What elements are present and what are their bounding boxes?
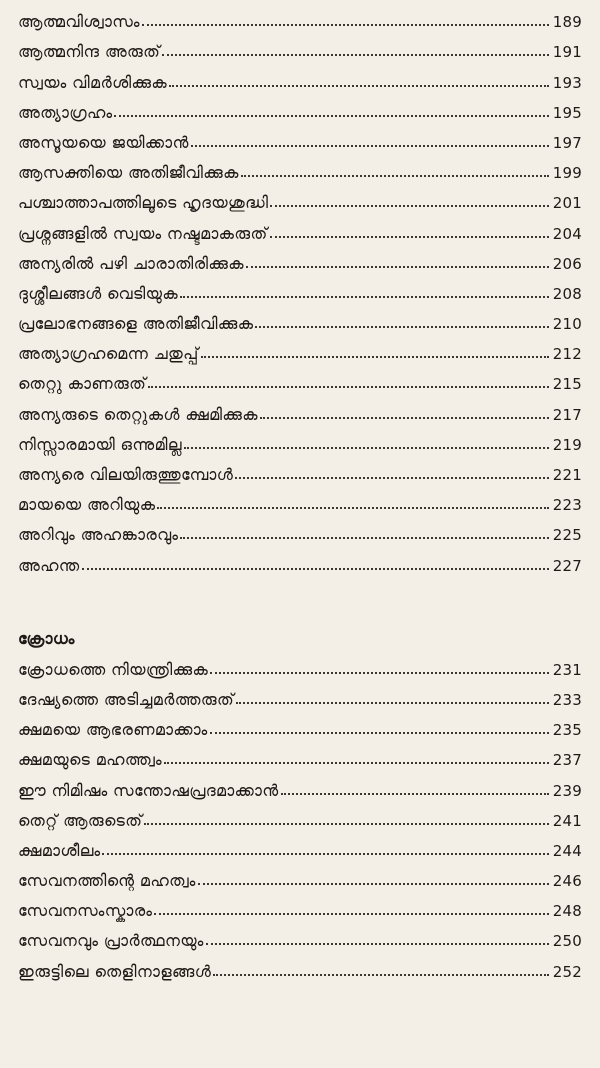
toc-entry-page-number: 241 — [552, 811, 582, 830]
dot-leader — [201, 356, 549, 358]
dot-leader — [270, 205, 548, 207]
toc-entry-page-number: 193 — [552, 73, 582, 92]
dot-leader — [260, 417, 549, 419]
dot-leader — [142, 24, 549, 26]
toc-list — [18, 652, 582, 984]
toc-entry — [18, 246, 582, 276]
toc-entry-page-number: 246 — [552, 872, 582, 891]
dot-leader — [270, 236, 549, 238]
toc-entry — [18, 863, 582, 893]
toc-entry — [18, 4, 582, 34]
toc-entry-page-number: 199 — [552, 164, 582, 183]
toc-entry-title: അന്യരുടെ തെറ്റുകൾ ക്ഷമിക്കുക — [18, 404, 258, 424]
dot-leader — [148, 386, 549, 388]
toc-entry — [18, 772, 582, 802]
toc-entry-title: ഈ നിമിഷം സന്തോഷപ്രദമാക്കാൻ — [18, 780, 279, 800]
toc-entry-title: അസൂയയെ ജയിക്കാൻ — [18, 132, 189, 152]
toc-entry — [18, 833, 582, 863]
dot-leader — [210, 732, 549, 734]
toc-entry-page-number: 250 — [552, 932, 582, 951]
dot-leader — [246, 266, 549, 268]
toc-entry-title: നിസ്സാരമായി ഒന്നുമില്ല — [18, 434, 182, 454]
toc-entry-title: ആസക്തിയെ അതിജീവിക്കുക — [18, 163, 239, 183]
toc-entry-title: അഹന്ത — [18, 555, 80, 575]
dot-leader — [255, 326, 548, 328]
toc-entry-page-number: 217 — [552, 405, 582, 424]
toc-entry-title: പ്രലോഭനങ്ങളെ അതിജീവിക്കുക — [18, 314, 254, 334]
toc-entry-page-number: 219 — [552, 435, 582, 454]
dot-leader — [162, 54, 549, 56]
toc-entry-page-number: 212 — [552, 345, 582, 364]
toc-entry-title: മായയെ അറിയുക — [18, 495, 156, 515]
toc-entry-title: അറിവും അഹങ്കാരവും — [18, 525, 179, 545]
dot-leader — [213, 974, 549, 976]
toc-entry — [18, 803, 582, 833]
toc-entry-page-number: 225 — [552, 526, 582, 545]
dot-leader — [154, 913, 548, 915]
toc-entry-title: ദേഷ്യത്തെ അടിച്ചമർത്തരുത് — [18, 689, 235, 709]
toc-entry-page-number: 237 — [552, 751, 582, 770]
toc-entry — [18, 215, 582, 245]
toc-entry-page-number: 221 — [552, 466, 582, 484]
section-heading: ക്രോധം — [18, 628, 75, 648]
dot-leader — [82, 568, 549, 570]
toc-entry-page-number: 197 — [552, 133, 582, 152]
toc-entry-title: അത്യാഗ്രഹമെന്ന ചതുപ്പ് — [18, 344, 199, 364]
toc-entry-title: അത്യാഗ്രഹം — [18, 102, 113, 122]
toc-entry-page-number: 201 — [552, 194, 582, 213]
dot-leader — [206, 943, 549, 945]
toc-entry-page-number: 195 — [552, 103, 582, 122]
toc-entry-page-number: 206 — [552, 254, 582, 273]
toc-entry-title: സേവനത്തിന്റെ മഹത്വം — [18, 871, 196, 891]
toc-entry-title: ക്ഷമയുടെ മഹത്ത്വം — [18, 750, 162, 770]
toc-entry — [18, 652, 582, 682]
dot-leader — [169, 85, 549, 87]
toc-entry-title: പ്രശ്നങ്ങളിൽ സ്വയം നഷ്ടമാകരുത് — [18, 223, 268, 243]
toc-entry — [18, 396, 582, 426]
toc-entry-page-number: 189 — [552, 13, 582, 32]
toc-entry — [18, 517, 582, 547]
dot-leader — [157, 507, 548, 509]
dot-leader — [236, 702, 549, 704]
toc-entry-title: ഇരുട്ടിലെ തെളിനാളങ്ങൾ — [18, 961, 212, 981]
toc-entry — [18, 64, 582, 94]
dot-leader — [102, 853, 548, 855]
toc-entry-page-number: 235 — [552, 721, 582, 740]
toc-entry-title: അന്യരെ വിലയിരുത്തുമ്പോൾ — [18, 465, 234, 484]
toc-entry — [18, 366, 582, 396]
toc-entry-title: ആത്മവിശ്വാസം — [18, 12, 140, 32]
toc-entry-title: തെറ്റു കാണരുത് — [18, 374, 147, 394]
dot-leader — [180, 296, 549, 298]
toc-entry-title: ആത്മനിന്ദ അരുത് — [18, 42, 161, 62]
toc-entry-title: പശ്ചാത്താപത്തിലൂടെ ഹൃദയശുദ്ധി — [18, 193, 269, 213]
toc-entry-page-number: 239 — [552, 781, 582, 800]
toc-entry — [18, 125, 582, 155]
toc-entry-page-number: 191 — [552, 43, 582, 62]
dot-leader — [281, 793, 549, 795]
toc-entry-page-number: 223 — [552, 496, 582, 515]
toc-entry-title: ക്ഷമയെ ആഭരണമാക്കാം — [18, 720, 208, 740]
toc-entry — [18, 893, 582, 923]
dot-leader — [180, 537, 548, 539]
dot-leader — [184, 447, 549, 449]
toc-entry — [18, 95, 582, 125]
toc-entry — [18, 185, 582, 215]
dot-leader — [164, 762, 549, 764]
toc-entry-page-number: 204 — [552, 224, 582, 243]
toc-entry — [18, 953, 582, 983]
toc-entry-title: സേവനവും പ്രാർത്ഥനയും — [18, 931, 204, 951]
toc-entry-page-number: 252 — [552, 962, 582, 981]
toc-entry-page-number: 227 — [552, 556, 582, 575]
toc-entry-page-number: 244 — [552, 841, 582, 860]
toc-entry — [18, 336, 582, 366]
toc-entry — [18, 682, 582, 712]
toc-entry-page-number: 233 — [552, 690, 582, 709]
toc-entry — [18, 427, 582, 457]
toc-entry-page-number: 210 — [552, 315, 582, 334]
toc-entry — [18, 923, 582, 953]
toc-page — [0, 4, 600, 1068]
toc-entry — [18, 712, 582, 742]
dot-leader — [198, 883, 549, 885]
toc-entry-title: തെറ്റ് ആരുടെത് — [18, 810, 143, 830]
toc-entry — [18, 34, 582, 64]
dot-leader — [235, 477, 549, 479]
dot-leader — [191, 145, 549, 147]
toc-entry-page-number: 231 — [552, 660, 582, 679]
dot-leader — [114, 115, 548, 117]
toc-entry-page-number: 208 — [552, 284, 582, 303]
toc-list — [18, 4, 582, 578]
toc-entry — [18, 487, 582, 517]
toc-entry-title: അന്യരിൽ പഴി ചാരാതിരിക്കുക — [18, 253, 244, 273]
toc-entry-title: ക്രോധത്തെ നിയന്ത്രിക്കുക — [18, 659, 209, 679]
toc-entry-title: ദുശ്ശീലങ്ങൾ വെടിയുക — [18, 283, 178, 303]
toc-entry — [18, 457, 582, 487]
toc-entry — [18, 155, 582, 185]
toc-entry-title: സേവനസംസ്കാരം — [18, 901, 153, 921]
toc-entry-page-number: 215 — [552, 375, 582, 394]
dot-leader — [210, 672, 549, 674]
toc-entry — [18, 547, 582, 577]
toc-entry-title: സ്വയം വിമർശിക്കുക — [18, 72, 168, 92]
toc-entry — [18, 306, 582, 336]
dot-leader — [144, 823, 548, 825]
toc-entry-page-number: 248 — [552, 902, 582, 921]
toc-entry — [18, 276, 582, 306]
dot-leader — [241, 175, 549, 177]
toc-entry — [18, 742, 582, 772]
toc-entry-title: ക്ഷമാശീലം — [18, 840, 101, 860]
